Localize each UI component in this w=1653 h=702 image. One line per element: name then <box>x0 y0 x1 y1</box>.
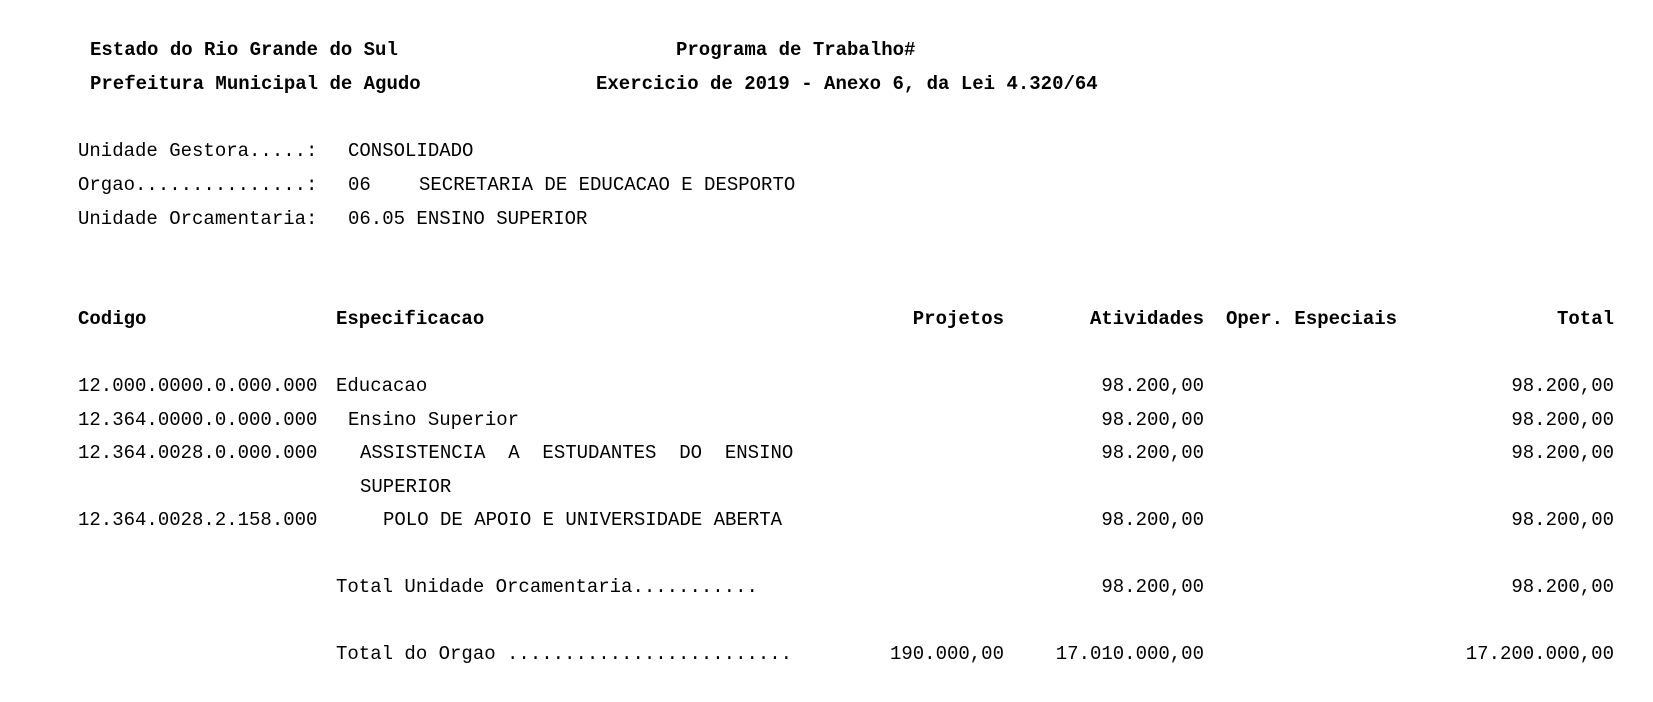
row-total: 98.200,00 <box>1511 509 1614 531</box>
gestora-label: Unidade Gestora.....: <box>78 140 318 162</box>
total-orgao-total: 17.200.000,00 <box>1465 643 1614 665</box>
row-codigo: 12.364.0028.2.158.000 <box>78 509 318 531</box>
row-atividades: 98.200,00 <box>1101 375 1204 397</box>
total-unidade-label: Total Unidade Orcamentaria........... <box>336 576 758 598</box>
unidade-value: 06.05 ENSINO SUPERIOR <box>348 208 588 230</box>
row-codigo: 12.000.0000.0.000.000 <box>78 375 318 397</box>
gestora-value: CONSOLIDADO <box>348 140 474 162</box>
header-especificacao: Especificacao <box>336 308 485 330</box>
total-orgao-atividades: 17.010.000,00 <box>1055 643 1204 665</box>
municipality-name: Prefeitura Municipal de Agudo <box>90 73 421 95</box>
row-especificacao: POLO DE APOIO E UNIVERSIDADE ABERTA <box>383 509 783 531</box>
header-projetos: Projetos <box>912 308 1004 330</box>
row-total: 98.200,00 <box>1511 409 1614 431</box>
row-total: 98.200,00 <box>1511 375 1614 397</box>
row-codigo: 12.364.0000.0.000.000 <box>78 409 318 431</box>
total-orgao-projetos: 190.000,00 <box>889 643 1004 665</box>
unidade-label: Unidade Orcamentaria: <box>78 208 318 230</box>
row-codigo: 12.364.0028.0.000.000 <box>78 442 318 464</box>
row-atividades: 98.200,00 <box>1101 409 1204 431</box>
header-oper-especiais: Oper. Especiais <box>1226 308 1398 330</box>
row-especificacao-continued: SUPERIOR <box>360 476 452 498</box>
exercise-title: Exercicio de 2019 - Anexo 6, da Lei 4.320/64 <box>596 73 1098 95</box>
total-orgao-label: Total do Orgao ......................... <box>336 643 793 665</box>
header-atividades: Atividades <box>1089 308 1204 330</box>
program-title: Programa de Trabalho# <box>676 39 916 61</box>
orgao-name: SECRETARIA DE EDUCACAO E DESPORTO <box>419 174 796 196</box>
header-total: Total <box>1556 308 1614 330</box>
row-atividades: 98.200,00 <box>1101 509 1204 531</box>
orgao-code: 06 <box>348 174 371 196</box>
total-unidade-total: 98.200,00 <box>1511 576 1614 598</box>
row-especificacao: Ensino Superior <box>348 409 520 431</box>
row-especificacao: ASSISTENCIA A ESTUDANTES DO ENSINO <box>360 442 794 464</box>
state-name: Estado do Rio Grande do Sul <box>90 39 398 61</box>
row-especificacao: Educacao <box>336 375 428 397</box>
row-atividades: 98.200,00 <box>1101 442 1204 464</box>
header-codigo: Codigo <box>78 308 147 330</box>
total-unidade-atividades: 98.200,00 <box>1101 576 1204 598</box>
orgao-label: Orgao...............: <box>78 174 318 196</box>
row-total: 98.200,00 <box>1511 442 1614 464</box>
